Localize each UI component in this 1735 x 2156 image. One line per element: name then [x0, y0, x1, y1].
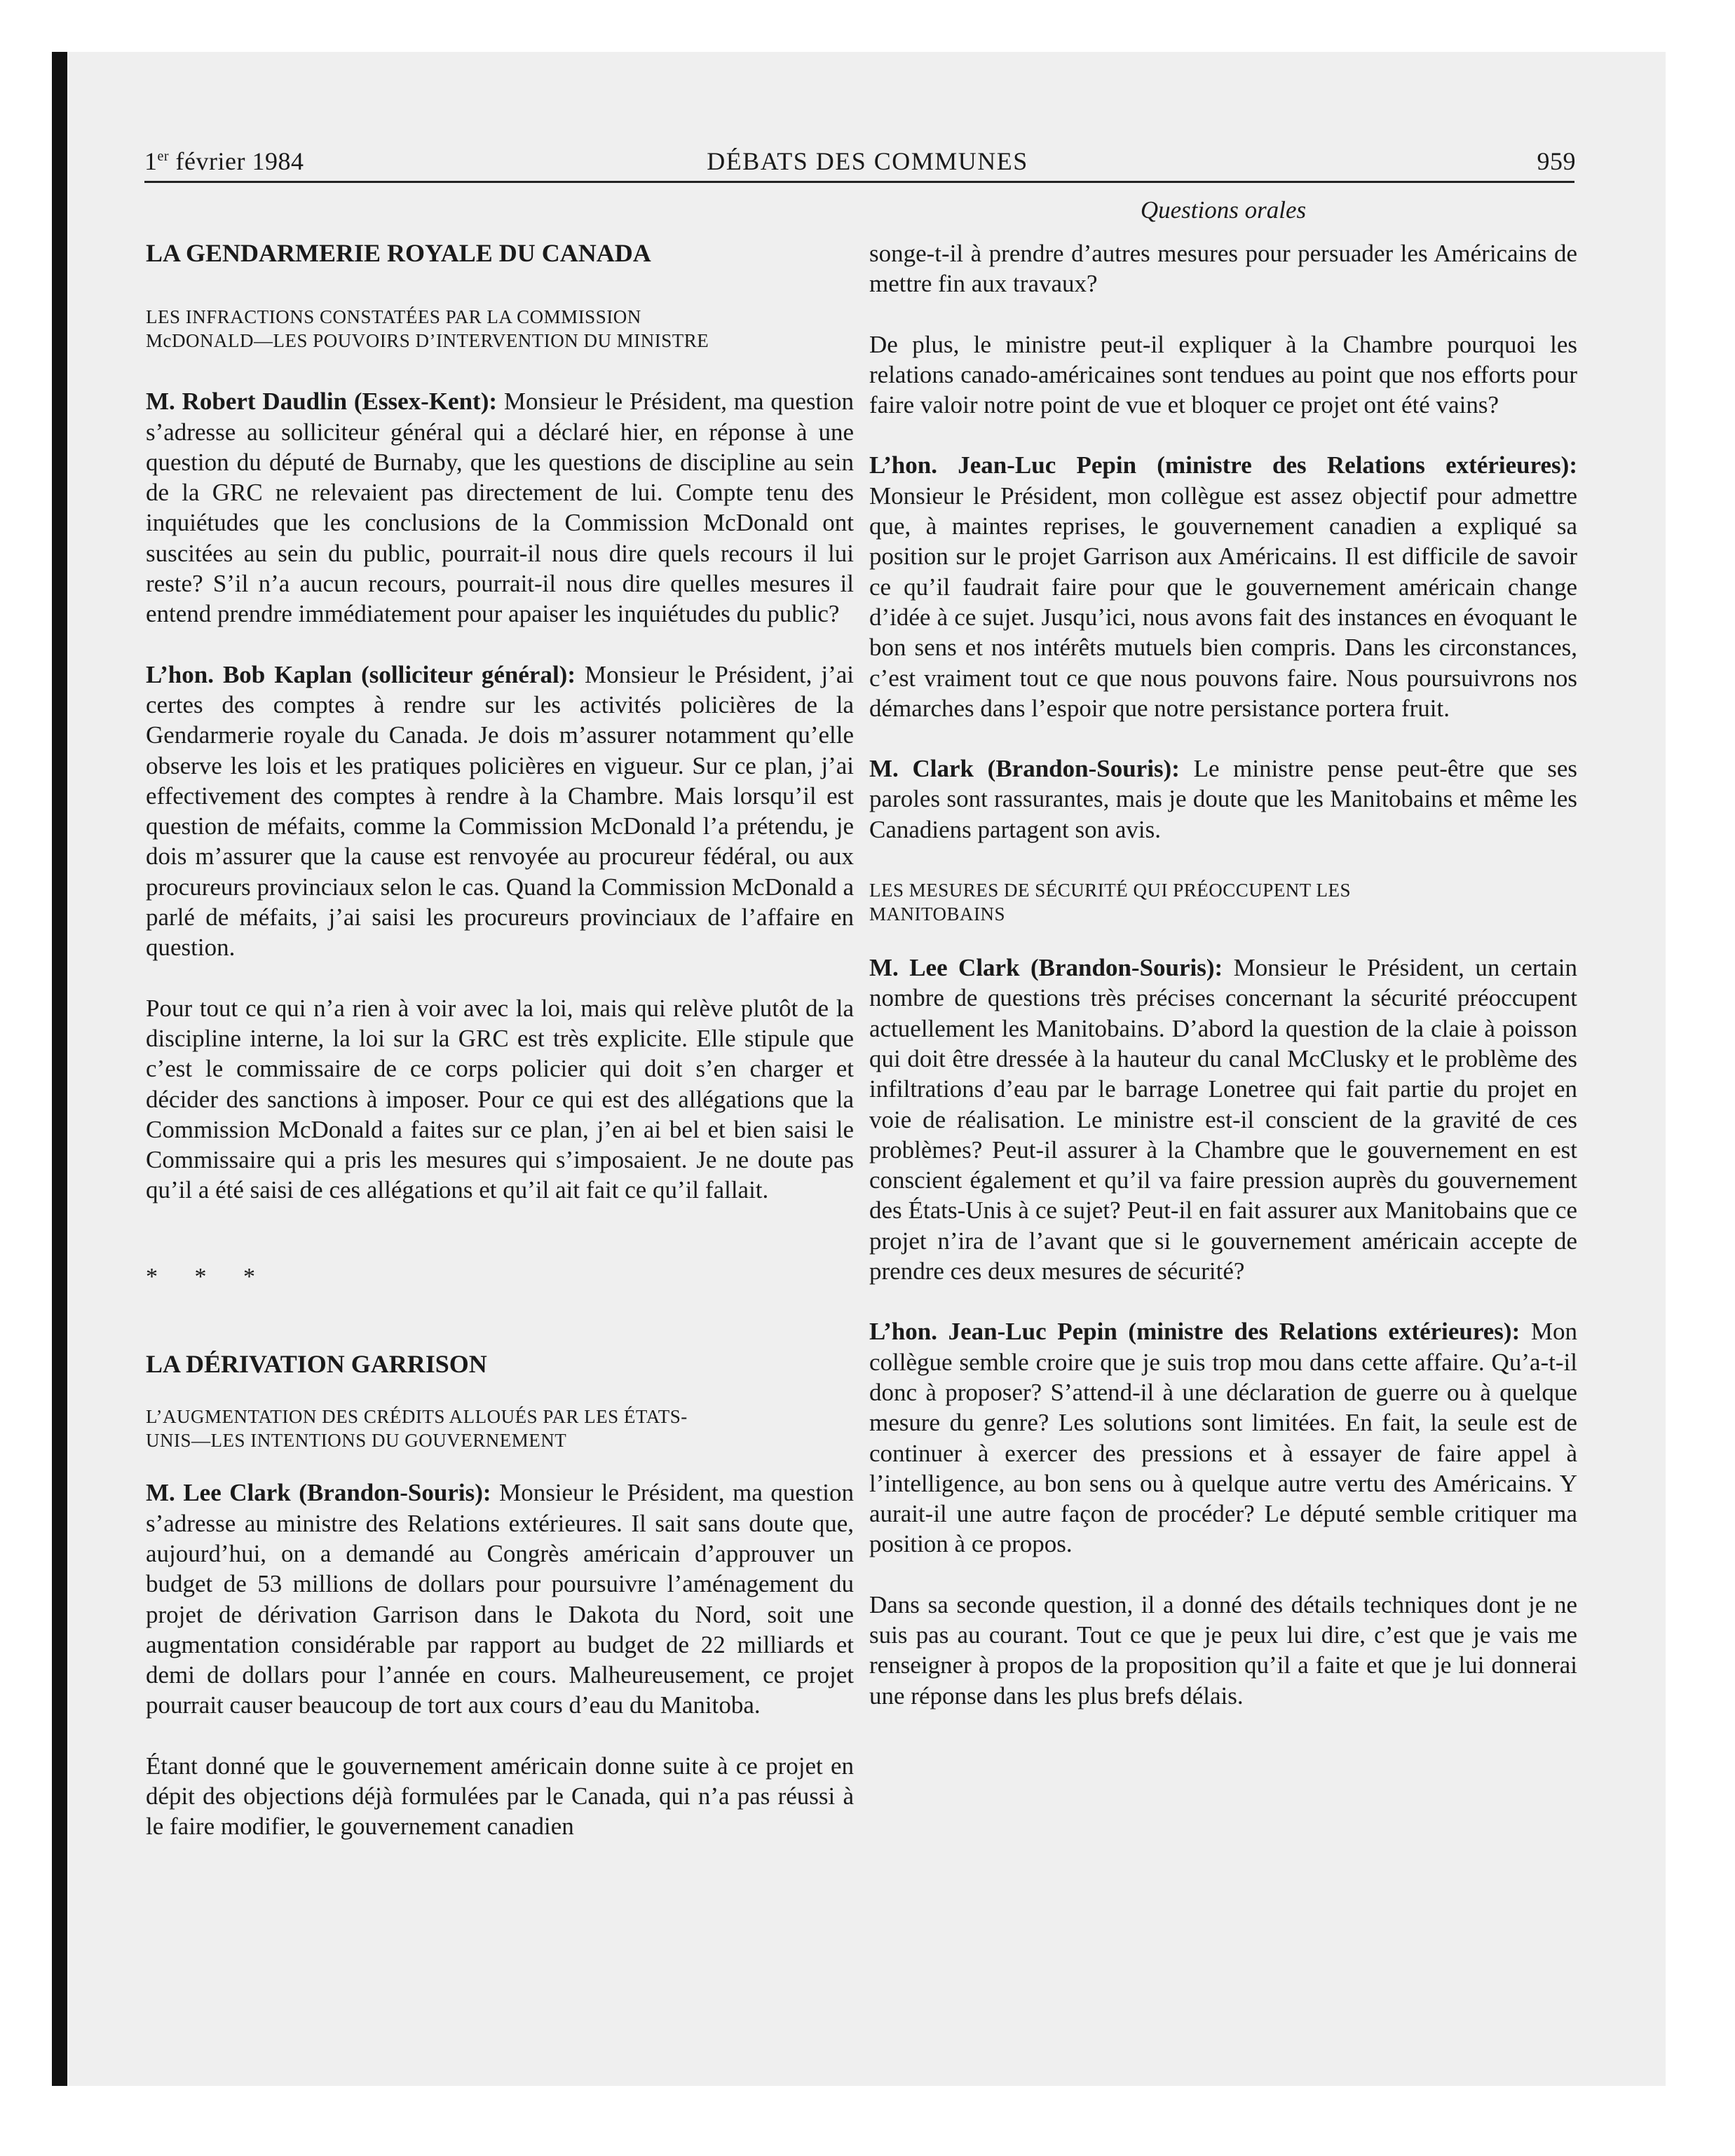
subtitle-line: UNIS—LES INTENTIONS DU GOUVERNEMENT — [146, 1430, 567, 1452]
paragraph — [146, 660, 854, 963]
paragraph-text: Monsieur le Président, un certain nombre de questions très précises concernant la sécurité préoccupent actuellement les Manitobains. D’abord la question de la claie à poisson qui doit être dressée à la hauteur du canal McClusky et le problème des infiltrations d’eau par le barrage Lonetree qui fait partie du projet en voie de réalisation. Le ministre est-il conscient de la gravité de ces problèmes? Peut-il assurer à la Chambre que le gouvernement en est conscient également et qu’il va faire pression auprès du gouvernement des États-Unis à ce sujet? Peut-il en fait assurer aux Manitobains que ce projet n’ira de l’avant que si le gouvernement américain accepte de prendre ces deux mesures de sécurité? — [869, 954, 1577, 1285]
speaker-name: L’hon. Bob Kaplan (solliciteur général): — [146, 660, 576, 688]
subtitle-line: LES MESURES DE SÉCURITÉ QUI PRÉOCCUPENT LES — [869, 880, 1352, 901]
header-title: DÉBATS DES COMMUNES — [707, 147, 1028, 175]
paragraph — [869, 1316, 1577, 1559]
section-subtitle — [146, 305, 854, 353]
page-number: 959 — [1537, 147, 1576, 175]
speaker-name: M. Robert Daudlin (Essex-Kent): — [146, 388, 498, 416]
right-column — [869, 238, 1577, 1711]
date-superscript: er — [157, 149, 170, 164]
subtitle-line: McDONALD—LES POUVOIRS D’INTERVENTION DU MINISTRE — [146, 330, 709, 352]
paragraph: De plus, le ministre peut-il expliquer à la Chambre pourquoi les relations canado-américaines sont tendues au point que nos efforts pour faire valoir notre point de vue et bloquer ce projet ont été vains? — [869, 330, 1577, 419]
paragraph: Dans sa seconde question, il a donné des détails techniques dont je ne suis pas au courant. Tout ce que je peux lui dire, c’est que je vais me renseigner à propos de la proposition qu’il a faite et que je lui donnerai une réponse dans les plus brefs délais. — [869, 1590, 1577, 1710]
left-column — [146, 238, 854, 1842]
section-subtitle — [146, 1405, 854, 1452]
paragraph-text: Le ministre pense peut-être que ses paroles sont rassurantes, mais je doute que les Manitobains et même les Canadiens partagent son avis. — [869, 755, 1577, 843]
paragraph — [869, 953, 1577, 1286]
paragraph — [146, 1478, 854, 1720]
header-rule — [144, 181, 1574, 183]
paragraph — [146, 386, 854, 629]
section-separator: * * * — [146, 1263, 271, 1290]
paragraph: songe-t-il à prendre d’autres mesures pour persuader les Américains de mettre fin aux travaux? — [869, 240, 1577, 298]
paragraph-text: Monsieur le Président, ma question s’adresse au solliciteur général qui a déclaré hier, en réponse à une question du député de Burnaby, que les questions de discipline au sein de la GRC ne relevaient pas directement de lui. Compte tenu des inquiétudes que les conclusions de la Commission McDonald ont suscitées au sein du public, pourrait-il nous dire quels recours il lui reste? S’il n’a aucun recours, pourrait-il nous dire quelles mesures il entend prendre immédiatement pour apaiser les inquiétudes du public? — [146, 388, 854, 628]
subtitle-line: LES INFRACTIONS CONSTATÉES PAR LA COMMISSION — [146, 306, 641, 328]
running-head: Questions orales — [1140, 196, 1307, 224]
scan-edge — [52, 52, 67, 2086]
paragraph-text: Mon collègue semble croire que je suis trop mou dans cette affaire. Qu’a-t-il donc à proposer? S’attend-il à une déclaration de guerre ou à quelque mesure du genre? Les solutions sont limitées. En fait, la seule est de continuer à exercer des pressions et à essayer de faire appel à l’intelligence, au bon sens ou à quelque autre vertu des Américains. Y aurait-il une autre façon de procéder? Le député semble critiquer ma position à ce propos. — [869, 1318, 1578, 1558]
paragraph — [869, 753, 1577, 845]
date-rest: février 1984 — [169, 147, 304, 175]
section-subtitle — [869, 878, 1577, 926]
speaker-name: L’hon. Jean-Luc Pepin (ministre des Relations extérieures): — [869, 451, 1577, 479]
paragraph-text: Monsieur le Président, j’ai certes des comptes à rendre sur les activités policières de la Gendarmerie royale du Canada. Je dois m’assurer notamment qu’elle observe les lois et les pratiques policières en vigueur. Sur ce plan, j’ai effectivement des comptes à rendre à la Chambre. Mais lorsqu’il est question de méfaits, comme la Commission McDonald l’a prétendu, je dois m’assurer que la cause est renvoyée au procureur fédéral, ou aux procureurs provinciaux selon le cas. Quand la Commission McDonald a parlé de méfaits, j’ai saisi les procureurs provinciaux de l’affaire en question. — [146, 660, 854, 962]
section-title: LA GENDARMERIE ROYALE DU CANADA — [146, 239, 651, 267]
paragraph-text: Monsieur le Président, mon collègue est assez objectif pour admettre que, à maintes reprises, le gouvernement canadien a expliqué sa position sur le projet Garrison aux Américains. Il est difficile de savoir ce qu’il faudrait faire pour que le gouvernement américain change d’idée à ce sujet. Jusqu’ici, nous avons fait des instances en évoquant le bon sens et nos intérêts mutuels bien compris. Dans les circonstances, c’est vraiment tout ce que nous pouvons faire. Nous poursuivrons nos démarches dans l’espoir que notre persistance portera fruit. — [869, 482, 1577, 722]
date-day: 1 — [144, 147, 158, 175]
paragraph: Pour tout ce qui n’a rien à voir avec la loi, mais qui relève plutôt de la discipline interne, la loi sur la GRC est très explicite. Elle stipule que c’est le commissaire de ce corps policier qui doit s’en charger et décider des sanctions à imposer. Pour ce qui est des allégations que la Commission McDonald a faites sur ce plan, j’en ai bel et bien saisi le Commissaire qui a pris les mesures qui s’imposaient. Je ne doute pas qu’il a été saisi de ces allégations et qu’il ait fait ce qu’il fallait. — [146, 994, 854, 1204]
paragraph: Étant donné que le gouvernement américain donne suite à ce projet en dépit des objections déjà formulées par le Canada, qui n’a pas réussi à le faire modifier, le gouvernement canadien — [146, 1752, 854, 1841]
speaker-name: L’hon. Jean-Luc Pepin (ministre des Relations extérieures): — [869, 1318, 1520, 1346]
subtitle-line: MANITOBAINS — [869, 903, 1006, 925]
speaker-name: M. Lee Clark (Brandon-Souris): — [146, 1479, 491, 1507]
speaker-name: M. Clark (Brandon-Souris): — [869, 755, 1180, 783]
section-title: LA DÉRIVATION GARRISON — [146, 1350, 487, 1379]
speaker-name: M. Lee Clark (Brandon-Souris): — [869, 954, 1223, 982]
subtitle-line: L’AUGMENTATION DES CRÉDITS ALLOUÉS PAR LES ÉTATS- — [146, 1406, 688, 1428]
paragraph — [869, 450, 1577, 723]
paragraph-text: Monsieur le Président, ma question s’adresse au ministre des Relations extérieures. Il sait sans doute que, aujourd’hui, on a demandé au Congrès américain d’approuver un budget de 53 millions de dollars pour poursuivre l’aménagement du projet de dérivation Garrison dans le Dakota du Nord, soit une augmentation considérable par rapport au budget de 22 milliards et demi de dollars pour l’année en cours. Malheureusement, ce projet pourrait causer beaucoup de tort aux cours d’eau du Manitoba. — [146, 1479, 855, 1719]
